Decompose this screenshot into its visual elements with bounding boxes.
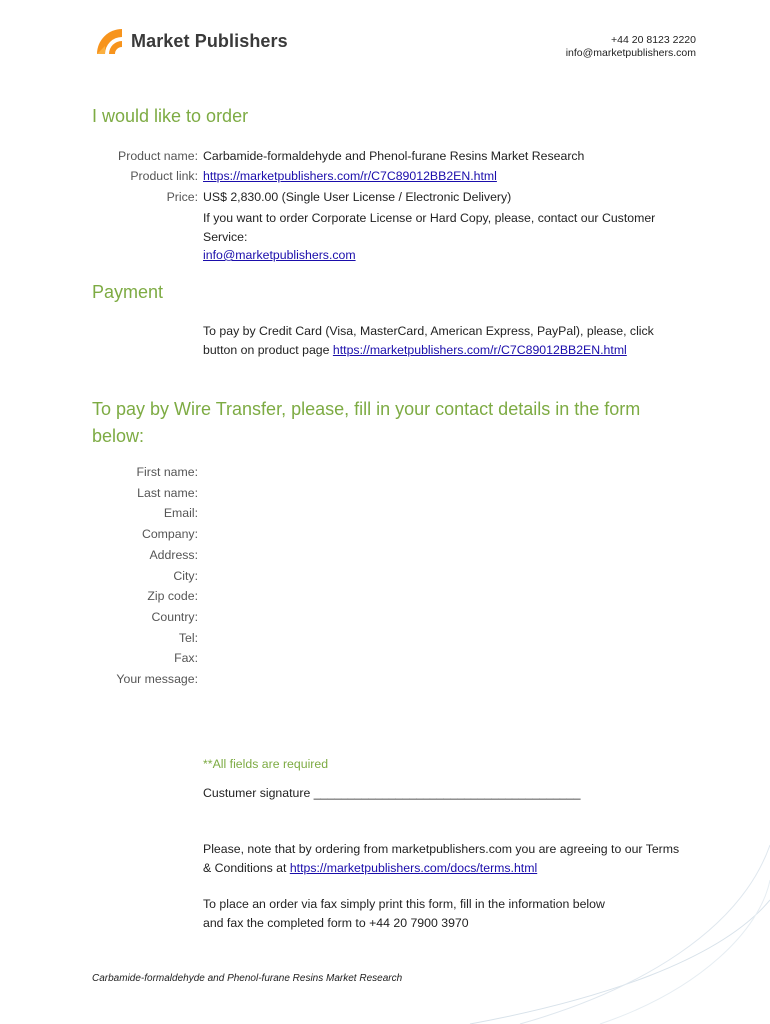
header-contact <box>566 34 696 60</box>
form-field-label[interactable]: Email: <box>163 506 198 521</box>
payment-line-2 <box>203 341 713 360</box>
product-name-value: Carbamide-formaldehyde and Phenol-furane Resins Market Research <box>203 149 585 163</box>
form-field-label[interactable]: Address: <box>149 547 198 562</box>
payment-line-1: To pay by Credit Card (Visa, MasterCard, American Express, PayPal), please, click <box>203 324 654 338</box>
header-email: info@marketpublishers.com <box>565 47 696 59</box>
logo-mark-icon <box>95 27 127 55</box>
price-label: Price: <box>166 190 198 204</box>
payment-product-link[interactable]: https://marketpublishers.com/r/C7C89012BB2EN.html <box>332 342 627 357</box>
form-field-label[interactable]: Fax: <box>174 651 198 666</box>
payment-line-2-text: button on product page <box>203 342 333 357</box>
footer-title: Carbamide-formaldehyde and Phenol-furane Resins Market Research <box>92 973 403 984</box>
terms-line-1: Please, note that by ordering from marketpublishers.com you are agreeing to our Terms <box>203 842 680 856</box>
terms-text <box>203 840 713 877</box>
form-field-label[interactable]: Zip code: <box>147 589 198 604</box>
corporate-line-2: Service: <box>203 229 248 244</box>
brand-name: Market Publishers <box>131 30 288 51</box>
form-field-label[interactable]: Your message: <box>116 672 198 686</box>
form-field-label[interactable]: Last name: <box>137 485 198 500</box>
header-phone: +44 20 8123 2220 <box>611 34 696 46</box>
customer-signature[interactable]: Custumer signature _______________________________________ <box>203 786 581 800</box>
terms-line-2-text: & Conditions at <box>203 860 290 875</box>
corporate-note <box>203 209 713 265</box>
corporate-line-1: If you want to order Corporate License or Hard Copy, please, contact our Customer <box>203 211 656 225</box>
wire-heading-line-1: To pay by Wire Transfer, please, fill in your contact details in the form <box>92 399 641 419</box>
fax-line-2: and fax the completed form to +44 20 7900 3970 <box>203 915 469 930</box>
service-email-link[interactable]: info@marketpublishers.com <box>203 248 356 262</box>
brand-logo <box>95 27 288 55</box>
form-field-label[interactable]: First name: <box>136 465 198 479</box>
wire-heading <box>92 396 692 450</box>
required-note: **All fields are required <box>203 757 329 771</box>
product-name-label: Product name: <box>118 149 198 163</box>
fax-line-1: To place an order via fax simply print this form, fill in the information below <box>203 897 605 911</box>
form-field-label[interactable]: Country: <box>151 609 198 624</box>
terms-link[interactable]: https://marketpublishers.com/docs/terms.html <box>289 860 538 875</box>
fax-text <box>203 895 713 932</box>
wire-heading-line-2: below: <box>92 426 145 446</box>
payment-text <box>203 322 713 359</box>
payment-heading: Payment <box>92 282 164 302</box>
form-field-label[interactable]: City: <box>173 568 198 583</box>
price-value: US$ 2,830.00 (Single User License / Electronic Delivery) <box>203 190 512 204</box>
product-link[interactable]: https://marketpublishers.com/r/C7C89012BB2EN.html <box>203 169 497 183</box>
order-heading: I would like to order <box>92 106 249 126</box>
terms-line-2 <box>203 859 713 878</box>
product-link-label: Product link: <box>130 169 198 183</box>
form-field-label[interactable]: Company: <box>141 527 198 542</box>
form-field-label[interactable]: Tel: <box>178 630 198 645</box>
